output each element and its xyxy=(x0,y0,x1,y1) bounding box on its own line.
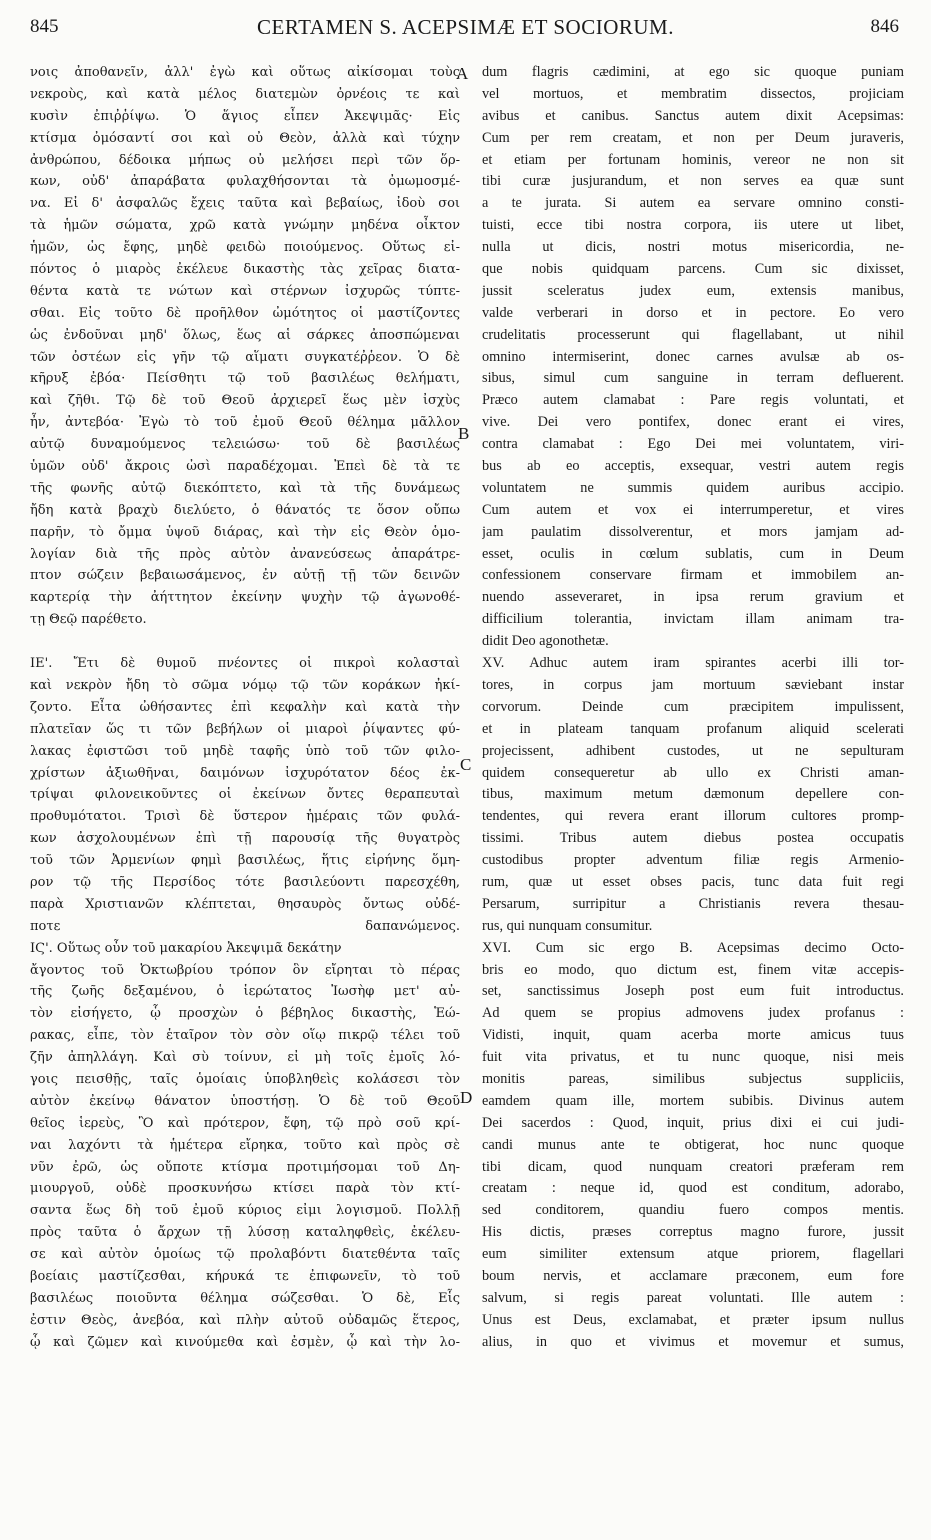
margin-letter-c: C xyxy=(460,755,472,774)
latin-text-line: et etiam per fortunam hominis, vereor ne non sit xyxy=(482,151,904,168)
latin-text-line: monitis pareas, similibus subjectus suppliciis, xyxy=(482,1070,904,1087)
greek-text-line: τῆς ζωῆς δεξαμένου, ὁ ἱερώτατος Ἰωσὴφ μετ' αὐ- xyxy=(30,984,460,1000)
page-number-left: 845 xyxy=(30,16,59,37)
latin-text-line: dum flagris cædimini, at ego sic quoque puniam xyxy=(482,64,904,80)
greek-text-line: ἀνθρώπου, δέδοικα μήπως οὐ μελήσει περὶ τῶν ὅρ- xyxy=(30,152,460,168)
latin-text-line: didit Deo agonothetæ. xyxy=(482,633,609,650)
latin-text-line: creatam : neque id, quod est conditum, adorabo, xyxy=(482,1180,904,1197)
latin-text-line: rus, qui nunquam consumitur. xyxy=(482,917,653,934)
greek-text-line: ᾧ καὶ ζῶμεν καὶ κινούμεθα καὶ ἐσμὲν, ᾧ καὶ τὴν λο- xyxy=(30,1334,460,1350)
running-title: CERTAMEN S. ACEPSIMÆ ET SOCIORUM. xyxy=(257,15,674,39)
greek-text-line: προθυμότατοι. Τρισὶ δὲ ὕστερον ἡμέραις τῶν φυλά- xyxy=(30,809,460,825)
latin-text-line: nuendo asseveraret, in ipsa rerum gravium et xyxy=(482,589,904,606)
greek-text-line: τῶν ὀστέων εἰς γῆν τῷ αἵματι συγκατέῤῥεον. Ὁ δὲ xyxy=(30,349,460,365)
latin-text-line: contra clamabat : Ego Dei mei voluntatem, viri- xyxy=(482,436,904,453)
latin-text-line: XV. Adhuc autem iram spirantes acerbi illi tor- xyxy=(482,655,904,672)
greek-text-line: σε καὶ αὐτὸν ὁμοίως τῷ προλαβόντι διατεθέντα ταῖς xyxy=(30,1247,460,1263)
latin-text-line: Ad quem se propius admovens judex profanus : xyxy=(482,1005,904,1022)
latin-text-line: quidem consequeretur ab ullo ex Christi aman- xyxy=(482,764,904,781)
greek-text-line: τὸν εἰσήγετο, ᾧ προσχὼν ὁ βέβηλος δικαστὴς, Ἑώ- xyxy=(30,1006,460,1022)
greek-text-line: κυσὶν ἐπιῤῥίψω. Ὁ ἅγιος εἶπεν Ἀκεψιμᾶς· Εἰς xyxy=(30,108,460,124)
greek-text-line: κων, οὐδ' ἀπαράβατα φυλαχθήσονται τὰ ὀμωμοσμέ- xyxy=(30,174,460,190)
margin-letter-a: A xyxy=(456,64,469,83)
greek-text-line: κῆρυξ ἐβόα· Πείσθητι τῷ τοῦ βασιλέως θελήματι, xyxy=(30,371,460,387)
latin-text-line: esset, oculis in cœlum sublatis, cum in Deum xyxy=(482,545,904,562)
greek-text-line: καρτερίᾳ τὴν ἀήττητον ἐκείνην ψυχὴν τῷ ἀγωνοθέ- xyxy=(30,590,460,606)
greek-text-line: βοείαις μαστίζεσθαι, κήρυκά τε ἐπιφωνεῖν, τὸ τοῦ xyxy=(30,1268,460,1284)
latin-text-line: a te jurata. Si autem ea servare omnino consti- xyxy=(482,195,904,212)
latin-text-line: His dictis, præses correptus magno furore, jussit xyxy=(482,1224,904,1241)
greek-text-line: ζῆν ἀπηλλάγη. Καὶ σὺ τοίνυν, εἰ μὴ τοῖς ἐμοῖς λό- xyxy=(30,1050,460,1066)
greek-text-line: να. Εἰ δ' ἀσφαλῶς ἔχεις ταῦτα καὶ βεβαίως, ἰδοὺ σοι xyxy=(30,196,460,212)
latin-text-line: Cum autem et vox ei interrumperetur, et vires xyxy=(482,501,904,518)
latin-text-line: voluntatem ne summis quidem auribus accipio. xyxy=(482,479,904,496)
latin-text-line: crudelitatis processerunt qui flagellabant, ut nihil xyxy=(482,326,904,343)
greek-text-line: αὐτῷ δυναμούμενος τελειώσω· τοῦ δὲ βασιλέως xyxy=(30,437,460,453)
latin-text-line: confessionem conservare firmam et immobilem an- xyxy=(482,567,904,584)
greek-text-line: νοις ἀποθανεῖν, ἀλλ' ἐγὼ καὶ οὕτως αἰκίσομαι τοὺς xyxy=(30,65,460,80)
greek-text-line: γοις πεισθῇς, ταῖς ὁμοίαις ὑποβληθεὶς κολάσεσι τὸν xyxy=(30,1071,460,1087)
greek-text-line: ἤδη κατὰ βραχὺ διελύετο, ὁ θάνατός τε ὅσον οὔπω xyxy=(30,502,460,518)
greek-text-line: παρῆν, τὸ ὄμμα ὑψοῦ διάρας, καὶ τὴν εἰς Θεὸν ὁμο- xyxy=(30,524,460,540)
latin-text-line: set, sanctissimus Joseph post eum fuit introductus. xyxy=(482,983,904,1000)
greek-text-line xyxy=(30,631,460,653)
greek-text-line: ΙϚ'. Οὕτως οὖν τοῦ μακαρίου Ἀκεψιμᾶ δεκάτην xyxy=(30,940,342,956)
latin-text-line: tibi curæ jusjurandum, et non serves ea quæ sunt xyxy=(482,173,904,190)
greek-text-line: κτίσμα ὀμόσαντί σοι καὶ οὐ Θεὸν, ἀλλὰ καὶ τύχην xyxy=(30,130,460,146)
greek-text-line: ναι λαχόντι τὰ ἡμέτερα εἴρηκα, τοῦτο καὶ πρὸς σὲ xyxy=(30,1137,460,1153)
latin-text-line: vel mortuos, et membratim dissectos, projiciam xyxy=(482,85,904,102)
latin-text-line: projecissent, adhibent custodes, ut ne sepulturam xyxy=(482,742,904,759)
greek-text-line: χρίστων ἀξιωθῆναι, δαιμόνων ἰσχυρότατον δέος ἐκ- xyxy=(30,765,460,781)
latin-text-line: sibus, simul cum sanguine in terram defluerent. xyxy=(482,370,904,387)
greek-text-line: θεῖος ἱερεὺς, Ὃ καὶ πρότερον, ἔφη, τῷ πρὸ σοῦ κρί- xyxy=(30,1115,460,1131)
latin-text-line: vive. Dei vero pontifex, donec erant ei vires, xyxy=(482,414,904,431)
greek-text-line: ρακας, εἶπε, τὸν ἑταῖρον τὸν σὸν οἵῳ πικρῷ τέλει τοῦ xyxy=(30,1028,460,1044)
latin-text-line: nulla ut dicis, nostri motus misericordia, ne- xyxy=(482,239,904,256)
greek-text-line: ἄγοντος τοῦ Ὀκτωβρίου τρόπον ὃν εἴρηται τὸ πέρας xyxy=(30,962,460,978)
latin-text-line: Dei sacerdos : Quod, inquit, prius dixi ei cui judi- xyxy=(482,1114,904,1131)
latin-text-line: sed conditorem, quandiu fuero compos mentis. xyxy=(482,1202,904,1219)
greek-text-line: παρὰ Χριστιανῶν κλέπτεται, θησαυρὸς ὄντως οὐδέ- xyxy=(30,896,460,912)
latin-text-line: difficilium tolerantia, invictam illam animam tra- xyxy=(482,611,904,628)
latin-text-line: fuit vita privatus, et tu nunc quoque, nisi meis xyxy=(482,1049,904,1066)
latin-text-line: omnino intermiserint, donec carnes avulsæ ab os- xyxy=(482,348,904,365)
latin-text-line: Præco autem clamabat : Pare regis voluntati, et xyxy=(482,392,904,409)
latin-text-line: eamdem quam ille, mortem subibis. Divinus autem xyxy=(482,1092,904,1109)
latin-text-line: boum nervis, et acclamare præconem, eum fore xyxy=(482,1267,904,1284)
latin-text-line: jussit sceleratus judex eum, extensis manibus, xyxy=(482,282,904,299)
greek-text-line: ΙΕ'. Ἔτι δὲ θυμοῦ πνέοντες οἱ πικροὶ κολασταὶ xyxy=(30,656,460,672)
latin-text-line: que nobis quidquam parcens. Cum sic dixisset, xyxy=(482,261,904,278)
greek-text-line: ἐστιν Θεὸς, ἀνεβόα, καὶ πλὴν αὐτοῦ οὐδαμῶς ἕτερος, xyxy=(30,1312,460,1328)
page-number-right: 846 xyxy=(870,16,899,37)
greek-text-line: κων ἀσχολουμένων ἐπὶ τῇ παρουσίᾳ τῆς θυγατρὸς xyxy=(30,831,460,847)
greek-text-line: ποτε δαπανώμενος. xyxy=(30,918,460,934)
greek-text-line: τῆς φωνῆς αὐτῷ διεκόπτετο, καὶ τὰ τῆς δυνάμεως xyxy=(30,480,460,496)
margin-letter-d: D xyxy=(460,1088,473,1107)
latin-text-line: bris eo modo, quo dictum est, finem vitæ accepis- xyxy=(482,961,904,978)
latin-text-line: tores, in corpus jam mortuum sæviebant instar xyxy=(482,676,904,693)
latin-text-line: bus ab eo acceptis, exsequar, vestri autem regis xyxy=(482,458,904,475)
greek-text-line: ζοντο. Εἶτα ὠθήσαντες ἐπὶ κεφαλὴν καὶ κατὰ τὴν xyxy=(30,699,460,715)
greek-text-line: μιουργοῦ, οὐδὲ προσκυνήσω κτίσει παρὰ τὸν κτί- xyxy=(30,1181,460,1197)
latin-text-line: tissimi. Tribus autem diebus postea occupatis xyxy=(482,830,904,847)
greek-text-line: τῃ Θεῷ παρέθετο. xyxy=(30,612,147,628)
greek-text-line: τρίψαι φιλονεικοῦντες οἱ ἐκείνων ὄντες θεραπευταὶ xyxy=(30,787,460,803)
margin-letter-b: B xyxy=(458,424,470,443)
latin-text-line: alius, in quo et vivimus et movemur et sumus, xyxy=(482,1333,904,1350)
latin-text-line: tuisti, ecce tibi nostra corpora, iis utere ut libet, xyxy=(482,217,904,234)
latin-text-line: valde verberari in dorso et in pectore. Eo vero xyxy=(482,304,904,321)
latin-text-line: corvorum. Deinde cum præcipitem impulissent, xyxy=(482,698,904,715)
greek-text-line: πρὸς ταῦτα ὁ ἄρχων τῇ λύσσῃ καταληφθεὶς, ἐκέλευ- xyxy=(30,1225,460,1241)
greek-text-line: λακας ἐφιστῶσι τοῦ μηδὲ ταφῆς ὑπὸ τοῦ τῶν φιλο- xyxy=(30,743,460,759)
latin-text-line: Cum per rem creatam, et non per Deum juraveris, xyxy=(482,129,904,146)
latin-text-line: XVI. Cum sic ergo B. Acepsimas decimo Octo- xyxy=(482,939,904,956)
greek-text-line: νεκροὺς, καὶ κατὰ μέλος διατεμὼν ὀρνέοις τε καὶ xyxy=(30,86,460,102)
latin-text-line: tibi dicam, quod nunquam creatori præferam rem xyxy=(482,1158,904,1175)
greek-text-line: πόντος ὁ μιαρὸς ἐκέλευε δικαστὴς τὰς χεῖρας διατα- xyxy=(30,262,460,278)
greek-text-line: ρον τῷ τῆς Περσίδος τότε βασιλεύοντι παρεσχέθη, xyxy=(30,874,460,890)
latin-text-line: tibus, maximum metum dæmonum depellere con- xyxy=(482,786,904,803)
greek-text-line: τὰ ἡμῶν σώματα, χρῶ κατὰ γνώμην μηδένα οἶκτον xyxy=(30,218,460,234)
latin-text-line: eum similiter extensum atque priorem, flagellari xyxy=(482,1246,904,1263)
latin-text-line: candi munus ante te obtigerat, hoc nunc quoque xyxy=(482,1136,904,1153)
greek-text-line: πλατεῖαν ὥς τι τῶν βεβήλων οἱ μιαροὶ ῥίψαντες φύ- xyxy=(30,721,460,737)
greek-text-line: νῦν ἐρῶ, ὡς οὔποτε κτίσμα προτιμήσομαι τοῦ Δη- xyxy=(30,1159,460,1175)
greek-text-line: λογίαν διὰ τῆς πρὸς αὐτὸν ἀνανεύσεως ἀπαράτρε- xyxy=(30,546,460,562)
latin-text-line: avibus et canibus. Sanctus autem dixit Acepsimas: xyxy=(482,107,904,124)
greek-text-line: βασιλέως ποιοῦντα θέλημα σώζεσθαι. Ὁ δὲ, Εἷς xyxy=(30,1290,460,1306)
latin-column xyxy=(482,62,904,1354)
greek-text-line: ἦν, ἀντεβόα· Ἐγὼ τὸ τοῦ ἐμοῦ Θεοῦ θέλημα μᾶλλον xyxy=(30,415,460,431)
greek-text-line: πτον σώζειν βεβαιωσάμενος, ἐν αὐτῇ τῇ τῶν δεινῶν xyxy=(30,568,460,584)
latin-text-line: Unus est Deus, exclamabat, et præter ipsum nullus xyxy=(482,1311,904,1328)
greek-text-line: αὐτὸν ἐκείνῳ θάνατον ὑποστήσῃ. Ὁ δὲ τοῦ Θεοῦ xyxy=(30,1093,460,1109)
greek-text-line: καὶ ζῆθι. Τῷ δὲ τοῦ Θεοῦ ἀρχιερεῖ ἕως μὲν ἰσχὺς xyxy=(30,393,460,409)
greek-text-line: καὶ νεκρὸν ἤδη τὸ σῶμα νόμῳ τῷ τῶν κοράκων ἠκί- xyxy=(30,677,460,693)
greek-text-line: ὡς ἐνδοῦναι μηδ' ὅλως, ἕως αἱ σάρκες ἀποσπώμεναι xyxy=(30,327,460,343)
greek-text-line: σαντα ἕως δὴ τοῦ ἐμοῦ κύριος εἰμι λογισμοῦ. Πολλῇ xyxy=(30,1203,460,1219)
greek-text-line: τοῦ τῶν Ἀρμενίων φημὶ βασιλέως, ἥτις εἰρήνης ὅμη- xyxy=(30,853,460,869)
latin-text-line: Vidisti, inquit, quam acerba morte amicus tuus xyxy=(482,1027,904,1044)
latin-text-line: salvum, si regis pareat voluntati. Ille autem : xyxy=(482,1289,904,1306)
greek-text-line: ἡμῶν, ὡς ἔφης, μηδὲ φειδὼ ποιούμενος. Οὕτως εἰ- xyxy=(30,240,460,256)
latin-text-line: et in plateam tanquam profanum aliquid scelerati xyxy=(482,720,904,737)
greek-column xyxy=(30,62,460,1354)
greek-text-line: θέντα κατὰ τε νώτων καὶ στέρνων ἰσχυρῶς τύπτε- xyxy=(30,283,460,299)
latin-text-line: rum, quæ ut esset obses pacis, tunc data fuit regi xyxy=(482,873,904,890)
greek-text-line: σθαι. Εἰς τοῦτο δὲ προῆλθον ὠμότητος οἱ μαστίζοντες xyxy=(30,305,460,321)
latin-text-line: jam paulatim dissolverentur, et mors jamjam ad- xyxy=(482,523,904,540)
greek-text-line: ὑμῶν οὐδ' ἄκροις ὠσὶ παραδέχομαι. Ἐπεὶ δὲ τὰ τε xyxy=(30,459,460,475)
latin-text-line: tendentes, qui revera erant illorum cultores promp- xyxy=(482,808,904,825)
latin-text-line: custodibus propter adventum filiæ regis Armenio- xyxy=(482,852,904,869)
latin-text-line: Persarum, surripitur a Christianis revera thesau- xyxy=(482,895,904,912)
